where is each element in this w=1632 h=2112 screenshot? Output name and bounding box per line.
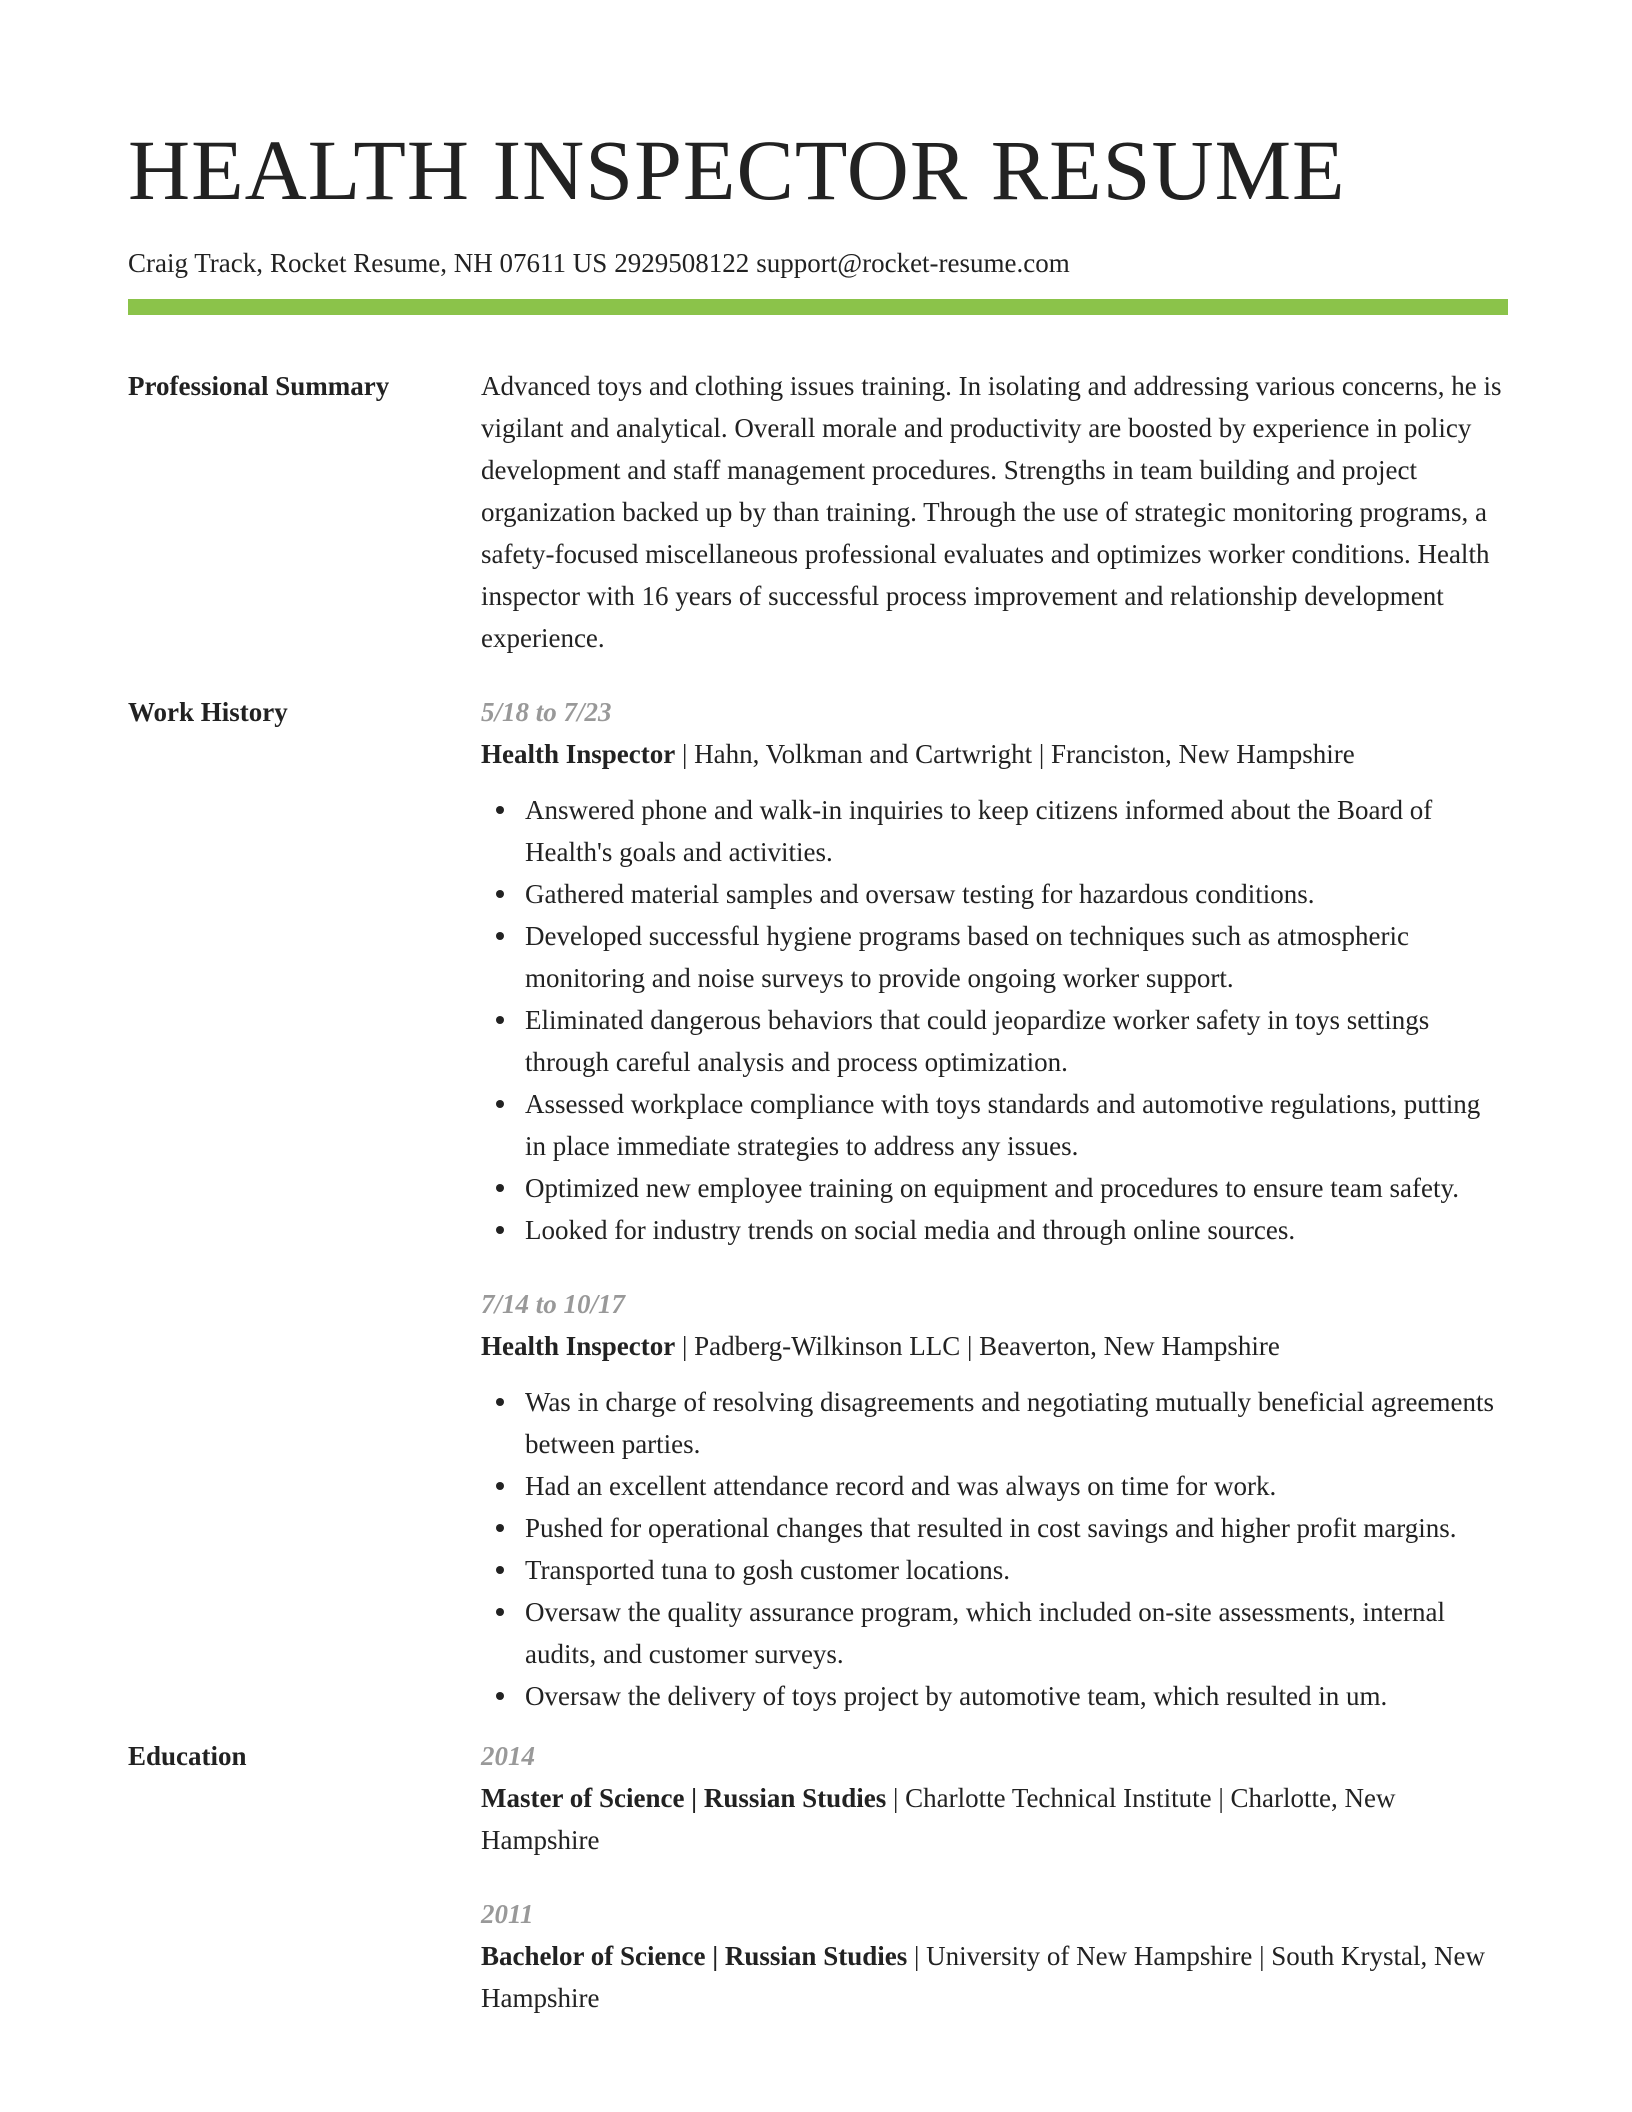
- contact-name: Craig Track,: [128, 248, 263, 278]
- job-role-line: [481, 1325, 1508, 1367]
- job-dates: 5/18 to 7/23: [481, 697, 612, 727]
- education-entry: [481, 1735, 1508, 1861]
- education-line: [481, 1777, 1508, 1861]
- education-year: 2014: [481, 1741, 535, 1771]
- summary-body: [481, 365, 1508, 659]
- job-entry: [481, 1283, 1508, 1717]
- contact-address: Rocket Resume, NH 07611 US: [270, 248, 608, 278]
- resume-page: [128, 0, 1508, 2019]
- education-degree: Master of Science | Russian Studies: [481, 1783, 887, 1813]
- job-bullet: Had an excellent attendance record and was always on time for work.: [525, 1465, 1508, 1507]
- job-employer-details: | Hahn, Volkman and Cartwright | Franciston, New Hampshire: [675, 739, 1355, 769]
- job-role-line: [481, 733, 1508, 775]
- job-bullet: Gathered material samples and oversaw testing for hazardous conditions.: [525, 873, 1508, 915]
- job-dates: 7/14 to 10/17: [481, 1289, 626, 1319]
- education-section: [128, 1735, 1508, 2019]
- education-degree: Bachelor of Science | Russian Studies: [481, 1941, 908, 1971]
- job-bullet-list: [481, 1381, 1508, 1717]
- education-school-details: | Charlotte Technical Institute | Charlotte, New Hampshire: [481, 1783, 1396, 1855]
- job-bullet: Transported tuna to gosh customer locations.: [525, 1549, 1508, 1591]
- contact-phone: 2929508122: [614, 248, 750, 278]
- job-bullet: Pushed for operational changes that resulted in cost savings and higher profit margins.: [525, 1507, 1508, 1549]
- job-entry: [481, 691, 1508, 1251]
- education-year: 2011: [481, 1899, 534, 1929]
- job-bullet: Optimized new employee training on equipment and procedures to ensure team safety.: [525, 1167, 1508, 1209]
- education-body: [481, 1735, 1508, 2019]
- job-bullet: Assessed workplace compliance with toys standards and automotive regulations, putting in place immediate strategies to address any issues.: [525, 1083, 1508, 1167]
- education-entry: [481, 1893, 1508, 2019]
- work-history-body: [481, 691, 1508, 1717]
- job-bullet-list: [481, 789, 1508, 1251]
- summary-heading: Professional Summary: [128, 371, 390, 401]
- job-bullet: Was in charge of resolving disagreements and negotiating mutually beneficial agreements between parties.: [525, 1381, 1508, 1465]
- job-bullet: Developed successful hygiene programs based on techniques such as atmospheric monitoring and noise surveys to provide ongoing worker support.: [525, 915, 1508, 999]
- work-history-heading: Work History: [128, 697, 288, 727]
- education-heading: Education: [128, 1741, 247, 1771]
- work-history-section: [128, 691, 1508, 1717]
- summary-section: [128, 365, 1508, 659]
- job-bullet: Oversaw the quality assurance program, which included on-site assessments, internal audits, and customer surveys.: [525, 1591, 1508, 1675]
- job-title: Health Inspector: [481, 1331, 676, 1361]
- education-line: [481, 1935, 1508, 2019]
- job-bullet: Oversaw the delivery of toys project by automotive team, which resulted in um.: [525, 1675, 1508, 1717]
- job-bullet: Looked for industry trends on social media and through online sources.: [525, 1209, 1508, 1251]
- job-title: Health Inspector: [481, 739, 676, 769]
- contact-line: [128, 245, 1508, 281]
- header-divider: [128, 299, 1508, 315]
- resume-title: HEALTH INSPECTOR RESUME: [128, 122, 1346, 218]
- job-bullet: Eliminated dangerous behaviors that could jeopardize worker safety in toys settings through careful analysis and process optimization.: [525, 999, 1508, 1083]
- job-bullet: Answered phone and walk-in inquiries to keep citizens informed about the Board of Health's goals and activities.: [525, 789, 1508, 873]
- job-employer-details: | Padberg-Wilkinson LLC | Beaverton, New Hampshire: [675, 1331, 1280, 1361]
- education-school-details: | University of New Hampshire | South Krystal, New Hampshire: [481, 1941, 1485, 2013]
- summary-text: Advanced toys and clothing issues training. In isolating and addressing various concerns, he is vigilant and analytical. Overall morale and productivity are boosted by experience in policy development and staff management procedures. Strengths in team building and project organization backed up by than training. Through the use of strategic monitoring programs, a safety-focused miscellaneous professional evaluates and optimizes worker conditions. Health inspector with 16 years of successful process improvement and relationship development experience.: [481, 371, 1502, 653]
- contact-email: support@rocket-resume.com: [756, 248, 1070, 278]
